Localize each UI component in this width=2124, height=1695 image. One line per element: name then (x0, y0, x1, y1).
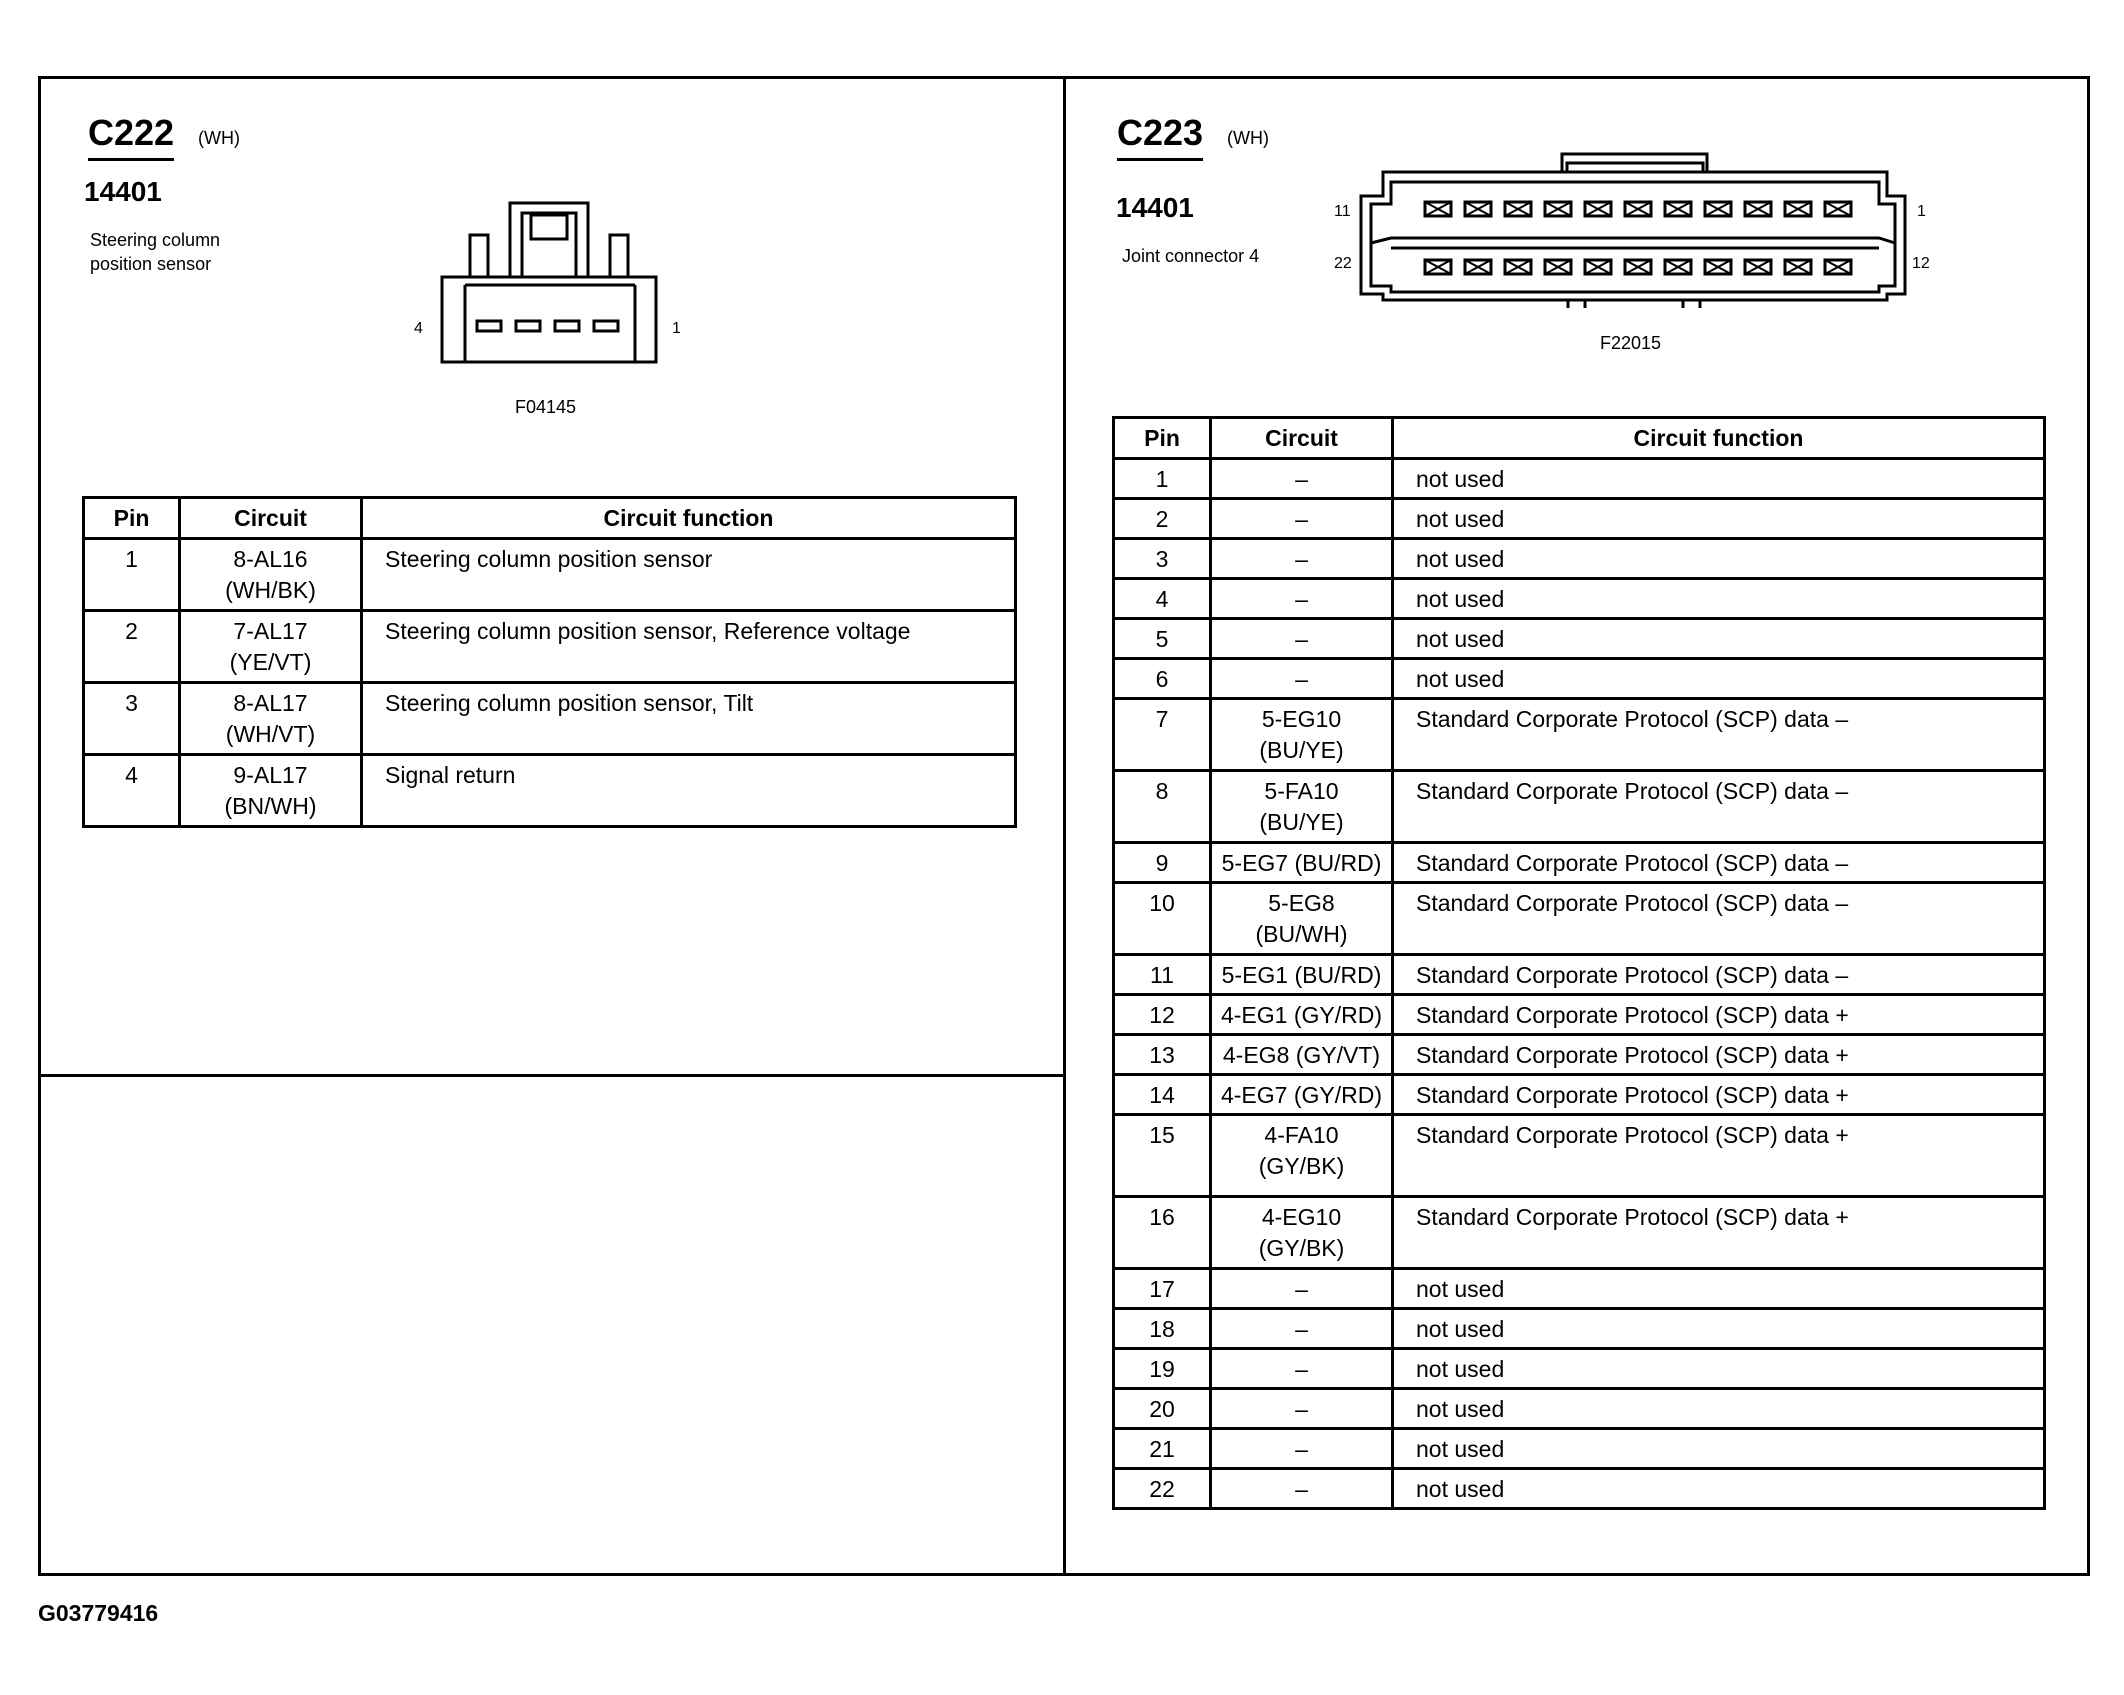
table-row (1114, 1469, 2045, 1509)
table-row (1114, 843, 2045, 883)
function-cell: not used (1393, 459, 2045, 499)
circuit-cell: 5-EG7 (BU/RD) (1211, 843, 1393, 883)
function-cell: Standard Corporate Protocol (SCP) data + (1393, 1197, 2045, 1269)
pin-cell: 7 (1114, 699, 1211, 771)
table-row (1114, 499, 2045, 539)
pin-cell: 17 (1114, 1269, 1211, 1309)
table-row (1114, 1429, 2045, 1469)
circuit-cell: 7-AL17 (YE/VT) (180, 611, 362, 683)
circuit-cell: – (1211, 659, 1393, 699)
left-connector-description: Steering column position sensor (90, 230, 221, 274)
circuit-cell: 4-EG10 (GY/BK) (1211, 1197, 1393, 1269)
c223-pin-label-12: 12 (1912, 255, 1930, 272)
function-cell: not used (1393, 539, 2045, 579)
function-cell: not used (1393, 579, 2045, 619)
c222-pin-label-4: 4 (414, 320, 423, 337)
table-row (1114, 579, 2045, 619)
function-cell: Standard Corporate Protocol (SCP) data – (1393, 843, 2045, 883)
document-code: G03779416 (38, 1600, 159, 1626)
function-cell: not used (1393, 1469, 2045, 1509)
circuit-cell: – (1211, 459, 1393, 499)
table-row (1114, 1035, 2045, 1075)
table-row (84, 755, 1016, 827)
function-cell: Standard Corporate Protocol (SCP) data + (1393, 1035, 2045, 1075)
pin-cell: 4 (1114, 579, 1211, 619)
table-header-row (1114, 418, 2045, 459)
left-connector-number: 14401 (84, 176, 162, 207)
circuit-cell: 5-FA10 (BU/YE) (1211, 771, 1393, 843)
header-circuit: Circuit (1211, 418, 1393, 459)
pin-cell: 2 (1114, 499, 1211, 539)
right-connector-description: Joint connector 4 (1122, 246, 1260, 266)
circuit-cell: – (1211, 1269, 1393, 1309)
circuit-cell: 8-AL17 (WH/VT) (180, 683, 362, 755)
pin-cell: 11 (1114, 955, 1211, 995)
function-cell: Standard Corporate Protocol (SCP) data – (1393, 699, 2045, 771)
c222-pin-label-1: 1 (672, 320, 681, 337)
c223-connector-drawing (1355, 148, 1915, 308)
c222-pin-table (82, 496, 1017, 828)
circuit-cell: – (1211, 619, 1393, 659)
circuit-cell: 4-EG7 (GY/RD) (1211, 1075, 1393, 1115)
pin-cell: 16 (1114, 1197, 1211, 1269)
table-row (1114, 1389, 2045, 1429)
function-cell: Steering column position sensor (362, 539, 1016, 611)
header-circuit-function: Circuit function (1393, 418, 2045, 459)
pin-cell: 19 (1114, 1349, 1211, 1389)
pin-cell: 3 (1114, 539, 1211, 579)
circuit-cell: 5-EG8 (BU/WH) (1211, 883, 1393, 955)
table-row (1114, 995, 2045, 1035)
pin-cell: 8 (1114, 771, 1211, 843)
left-connector-id: C222 (88, 112, 174, 161)
function-cell: Standard Corporate Protocol (SCP) data + (1393, 995, 2045, 1035)
pin-cell: 2 (84, 611, 180, 683)
table-row (1114, 539, 2045, 579)
pin-cell: 6 (1114, 659, 1211, 699)
function-cell: not used (1393, 1309, 2045, 1349)
pin-cell: 18 (1114, 1309, 1211, 1349)
right-figure-code: F22015 (1600, 333, 1662, 353)
header-circuit: Circuit (180, 498, 362, 539)
pin-cell: 21 (1114, 1429, 1211, 1469)
table-row (1114, 1349, 2045, 1389)
pin-cell: 1 (84, 539, 180, 611)
function-cell: Signal return (362, 755, 1016, 827)
function-cell: not used (1393, 1429, 2045, 1469)
table-row (1114, 1309, 2045, 1349)
function-cell: Steering column position sensor, Reference voltage (362, 611, 1016, 683)
table-row (1114, 1115, 2045, 1197)
circuit-cell: – (1211, 1389, 1393, 1429)
circuit-cell: – (1211, 1469, 1393, 1509)
function-cell: not used (1393, 619, 2045, 659)
pin-cell: 22 (1114, 1469, 1211, 1509)
function-cell: Standard Corporate Protocol (SCP) data – (1393, 883, 2045, 955)
panel-divider-vertical (1063, 76, 1066, 1576)
table-row (1114, 771, 2045, 843)
circuit-cell: 4-EG1 (GY/RD) (1211, 995, 1393, 1035)
right-connector-id: C223 (1117, 112, 1203, 161)
function-cell: not used (1393, 1269, 2045, 1309)
table-row (84, 683, 1016, 755)
circuit-cell: – (1211, 499, 1393, 539)
c223-pin-label-22: 22 (1334, 255, 1352, 272)
right-connector-number: 14401 (1116, 192, 1194, 223)
function-cell: not used (1393, 499, 2045, 539)
pin-cell: 9 (1114, 843, 1211, 883)
table-row (1114, 659, 2045, 699)
c222-connector-drawing (430, 195, 670, 365)
table-row (1114, 1269, 2045, 1309)
function-cell: Standard Corporate Protocol (SCP) data – (1393, 771, 2045, 843)
left-connector-color: (WH) (198, 128, 240, 148)
circuit-cell: 5-EG1 (BU/RD) (1211, 955, 1393, 995)
right-connector-color: (WH) (1227, 128, 1269, 148)
table-row (1114, 619, 2045, 659)
circuit-cell: 9-AL17 (BN/WH) (180, 755, 362, 827)
circuit-cell: 5-EG10 (BU/YE) (1211, 699, 1393, 771)
pin-cell: 5 (1114, 619, 1211, 659)
function-cell: Steering column position sensor, Tilt (362, 683, 1016, 755)
circuit-cell: – (1211, 1429, 1393, 1469)
c223-pin-table (1112, 416, 2046, 1510)
pin-cell: 20 (1114, 1389, 1211, 1429)
pin-cell: 15 (1114, 1115, 1211, 1197)
table-row (1114, 459, 2045, 499)
pin-cell: 10 (1114, 883, 1211, 955)
table-header-row (84, 498, 1016, 539)
circuit-cell: – (1211, 539, 1393, 579)
circuit-cell: 8-AL16 (WH/BK) (180, 539, 362, 611)
pin-cell: 1 (1114, 459, 1211, 499)
pin-cell: 12 (1114, 995, 1211, 1035)
table-row (1114, 1197, 2045, 1269)
function-cell: Standard Corporate Protocol (SCP) data + (1393, 1115, 2045, 1197)
table-row (84, 539, 1016, 611)
function-cell: not used (1393, 1349, 2045, 1389)
table-row (1114, 883, 2045, 955)
table-row (1114, 955, 2045, 995)
circuit-cell: 4-FA10 (GY/BK) (1211, 1115, 1393, 1197)
pin-cell: 14 (1114, 1075, 1211, 1115)
circuit-cell: – (1211, 1349, 1393, 1389)
pin-cell: 4 (84, 755, 180, 827)
table-row (84, 611, 1016, 683)
panel-divider-horizontal (38, 1074, 1064, 1077)
pin-cell: 13 (1114, 1035, 1211, 1075)
c223-pin-label-1: 1 (1917, 203, 1926, 220)
circuit-cell: – (1211, 579, 1393, 619)
header-circuit-function: Circuit function (362, 498, 1016, 539)
pin-cell: 3 (84, 683, 180, 755)
table-row (1114, 1075, 2045, 1115)
left-figure-code: F04145 (515, 397, 577, 417)
circuit-cell: – (1211, 1309, 1393, 1349)
table-row (1114, 699, 2045, 771)
c223-pin-label-11: 11 (1334, 203, 1351, 220)
header-pin: Pin (84, 498, 180, 539)
function-cell: not used (1393, 1389, 2045, 1429)
function-cell: not used (1393, 659, 2045, 699)
header-pin: Pin (1114, 418, 1211, 459)
circuit-cell: 4-EG8 (GY/VT) (1211, 1035, 1393, 1075)
function-cell: Standard Corporate Protocol (SCP) data + (1393, 1075, 2045, 1115)
function-cell: Standard Corporate Protocol (SCP) data – (1393, 955, 2045, 995)
